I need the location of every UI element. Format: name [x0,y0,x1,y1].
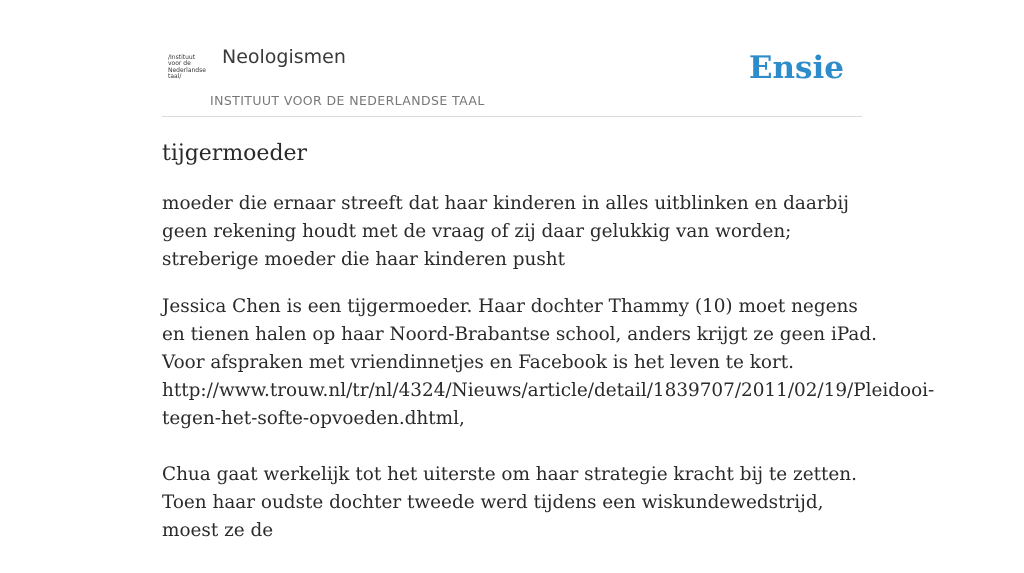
entry-example-1 [162,293,935,433]
entry-term: tijgermoeder [162,141,308,166]
logo-text: /Instituut voor de Nederlandse taal/ [168,54,206,81]
entry-content [162,137,935,573]
site-header [162,40,862,117]
site-title[interactable]: Neologismen [222,46,346,68]
example-1-source-url-continued: tegen-het-softe-opvoeden.dhtml, [162,408,465,429]
site-subtitle: INSTITUUT VOOR DE NEDERLANDSE TAAL [210,93,485,108]
entry-definition: moeder die ernaar streeft dat haar kinderen in alles uitblinken en daarbij geen rekening houdt met de vraag of zij daar gelukkig van worden; streberige moeder die haar kinderen pusht [162,193,849,270]
ensie-logo[interactable]: Ensie [748,50,844,86]
example-1-text: Jessica Chen is een tijgermoeder. Haar dochter Thammy (10) moet negens en tienen halen op haar Noord-Brabantse school, anders krijgt ze geen iPad. Voor afspraken met vriendinnetjes en Facebook is het leven te kort. [162,296,877,373]
ivdnt-logo[interactable] [166,55,210,91]
example-1-source-url: http://www.trouw.nl/tr/nl/4324/Nieuws/article/detail/1839707/2011/02/19/Pleidooi- [162,380,935,401]
entry-example-2: Chua gaat werkelijk tot het uiterste om haar strategie kracht bij te zetten. Toen haar oudste dochter tweede werd tijdens een wiskundewedstrijd, moest ze de [162,464,857,541]
